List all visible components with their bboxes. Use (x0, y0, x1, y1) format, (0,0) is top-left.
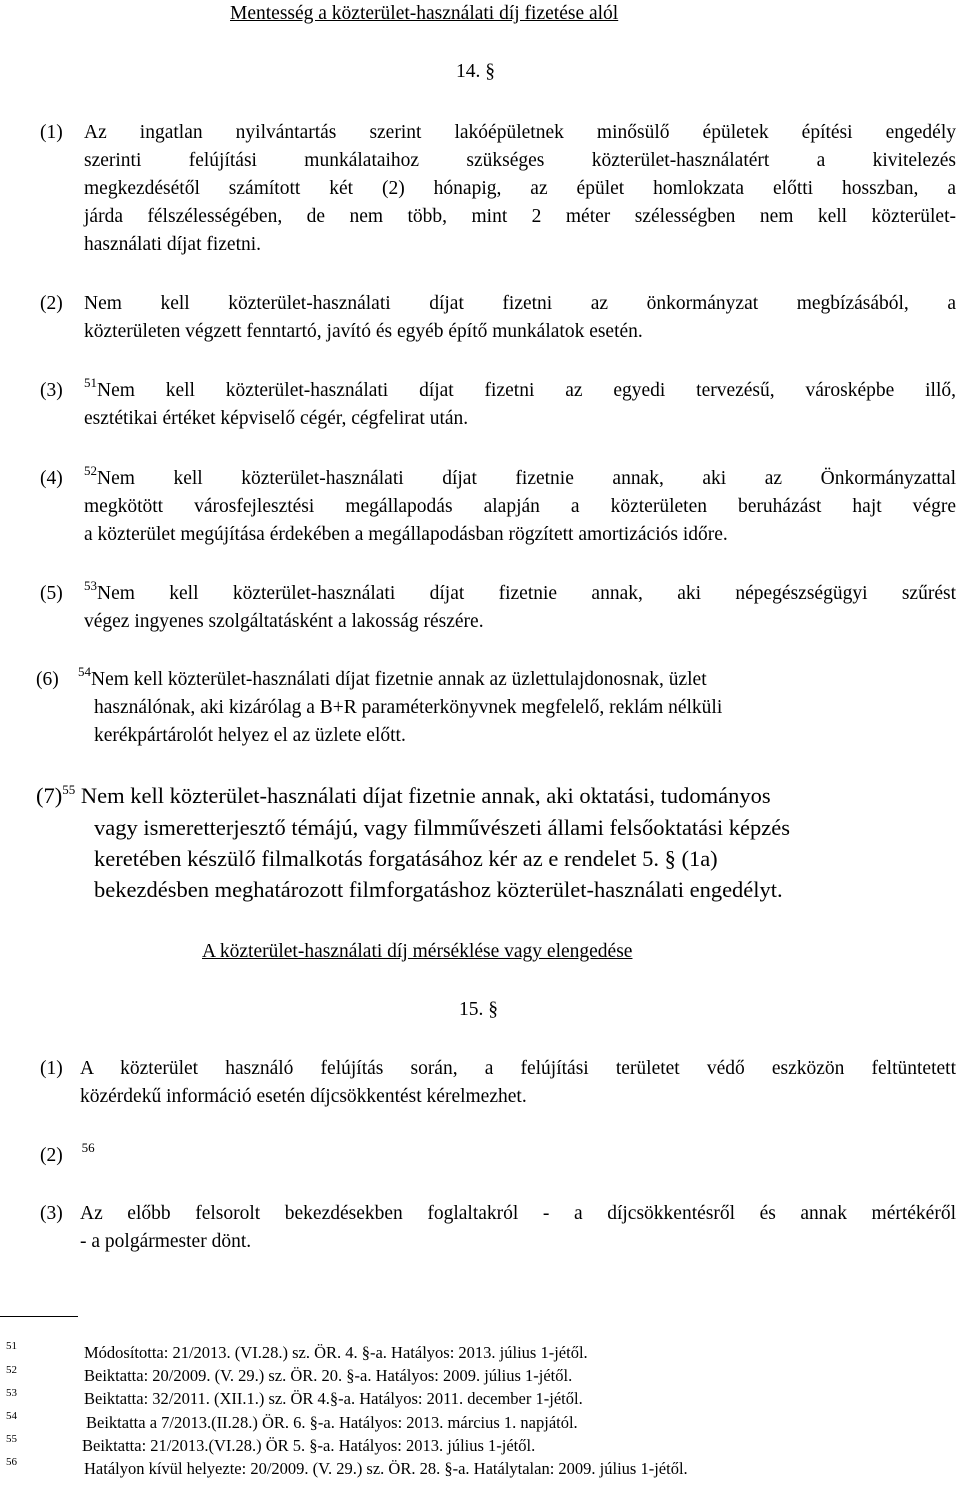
text-line: A közterület használó felújítás során, a felújítási területet védő eszközön feltüntetett (80, 1058, 956, 1079)
paragraph-14-7-body (94, 812, 944, 905)
text-line: Az ingatlan nyilvántartás szerint lakóépületnek minősülő épületek építési engedély (84, 122, 956, 143)
paragraph-number: (1) (40, 122, 63, 143)
paragraph-15-2 (40, 1142, 95, 1170)
paragraph-14-5 (84, 580, 956, 636)
text-line: Nem kell közterület-használati díjat fizetnie annak az üzlettulajdonosnak, üzlet (91, 669, 707, 690)
text-line: használati díjat fizetni. (84, 234, 262, 255)
paragraph-number: (2) (40, 293, 63, 314)
text-line: a közterület megújítása érdekében a megállapodásban rögzített amortizációs időre. (84, 524, 728, 545)
text-line: közterületen végzett fenntartó, javító és egyéb építő munkálatok esetén. (84, 321, 643, 342)
footnote-ref: 56 (81, 1140, 95, 1155)
footnote-ref: 55 (62, 782, 76, 797)
paragraph-14-4 (84, 465, 956, 549)
paragraph-14-1 (84, 119, 956, 147)
section-15-heading: A közterület-használati díj mérséklése vagy elengedése (202, 941, 633, 962)
text-line: szerinti felújítási munkálataihoz szükséges közterület-használatért a kivitelezés (84, 150, 956, 171)
text-line: vagy ismeretterjesztő témájú, vagy filmművészeti állami felsőoktatási képzés (94, 815, 791, 840)
paragraph-14-7-first (36, 780, 771, 811)
footnote-text: Beiktatta: 20/2009. (V. 29.) sz. ÖR. 20. §-a. Hatályos: 2009. július 1-jétől. (84, 1366, 573, 1385)
footnote-number: 54 (6, 1410, 17, 1422)
text-line: közérdekű információ esetén díjcsökkentést kérelmezhet. (80, 1086, 527, 1107)
footnote-number: 51 (6, 1340, 17, 1352)
section-14-heading: Mentesség a közterület-használati díj fizetése alól (230, 3, 619, 24)
paragraph-number: (2) (40, 1145, 63, 1166)
text-line: Nem kell közterület-használati díjat fizetnie annak, aki népegészségügyi szűrést (97, 583, 956, 604)
paragraph-15-3 (80, 1200, 956, 1256)
text-line: keretében készülő filmalkotás forgatásához kér az e rendelet 5. § (1a) (94, 846, 718, 871)
text-line: használónak, aki kizárólag a B+R paraméterkönyvnek megfelelő, reklám nélküli (94, 697, 723, 718)
text-line: bekezdésben meghatározott filmforgatáshoz közterület-használati engedélyt. (94, 877, 783, 902)
text-line: kerékpártárolót helyez el az üzlete előtt. (94, 725, 406, 746)
text-line: Az előbb felsorolt bekezdésekben foglaltakról - a díjcsökkentésről és annak mértékéről (80, 1203, 956, 1224)
footnote-number: 53 (6, 1387, 17, 1399)
footnote-text: Hatályon kívül helyezte: 20/2009. (V. 29.) sz. ÖR. 28. §-a. Hatálytalan: 2009. július 1-jétől. (84, 1459, 688, 1478)
footnote-number: 55 (6, 1433, 17, 1445)
section-15-number: 15. § (459, 999, 498, 1020)
paragraph-14-1-body (84, 147, 956, 259)
text-line: Nem kell közterület-használati díjat fizetnie annak, aki az Önkormányzattal (97, 468, 956, 489)
footnote-ref: 53 (84, 578, 97, 593)
text-line: esztétikai értéket képviselő cégér, cégfelirat után. (84, 408, 469, 429)
paragraph-number: (4) (40, 468, 63, 489)
text-line: Nem kell közterület-használati díjat fizetni az egyedi tervezésű, városképbe illő, (97, 380, 956, 401)
text-line: megkezdésétől számított két (2) hónapig, az épület homlokzata előtti hosszban, a (84, 178, 956, 199)
text-line: Nem kell közterület-használati díjat fizetni az önkormányzat megbízásából, a (84, 293, 956, 314)
paragraph-number: (3) (40, 380, 63, 401)
paragraph-14-6 (78, 666, 918, 694)
text-line: végez ingyenes szolgáltatásként a lakosság részére. (84, 611, 484, 632)
footnote-separator (0, 1316, 78, 1317)
footnote-number: 56 (6, 1456, 17, 1468)
paragraph-14-2 (84, 290, 956, 346)
text-line: - a polgármester dönt. (80, 1231, 252, 1252)
footnote-text: Módosította: 21/2013. (VI.28.) sz. ÖR. 4. §-a. Hatályos: 2013. július 1-jétől. (84, 1343, 588, 1362)
footnote-ref: 54 (78, 664, 91, 679)
footnote-ref: 52 (84, 463, 97, 478)
footnote-ref: 51 (84, 375, 97, 390)
text-line: járda félszélességében, de nem több, mint 2 méter szélességben nem kell közterület- (84, 206, 956, 227)
paragraph-14-3 (84, 377, 956, 433)
paragraph-number: (3) (40, 1203, 63, 1224)
paragraph-15-1 (80, 1055, 956, 1111)
footnote-text: Beiktatta: 32/2011. (XII.1.) sz. ÖR 4.§-a. Hatályos: 2011. december 1-jétől. (84, 1389, 583, 1408)
text-line: megkötött városfejlesztési megállapodás alapján a közterületen beruházást hajt végre (84, 496, 956, 517)
paragraph-14-6-body (94, 694, 914, 750)
paragraph-number: (1) (40, 1058, 63, 1079)
paragraph-number: (7) (36, 783, 63, 808)
paragraph-number: (5) (40, 583, 63, 604)
footnote-text: Beiktatta a 7/2013.(II.28.) ÖR. 6. §-a. Hatályos: 2013. március 1. napjától. (86, 1413, 578, 1432)
footnote-text: Beiktatta: 21/2013.(VI.28.) ÖR 5. §-a. Hatályos: 2013. július 1-jétől. (82, 1436, 536, 1455)
footnote-number: 52 (6, 1364, 17, 1376)
section-14-number: 14. § (456, 61, 495, 82)
paragraph-number: (6) (36, 669, 59, 690)
text-line: Nem kell közterület-használati díjat fizetnie annak, aki oktatási, tudományos (80, 783, 771, 808)
